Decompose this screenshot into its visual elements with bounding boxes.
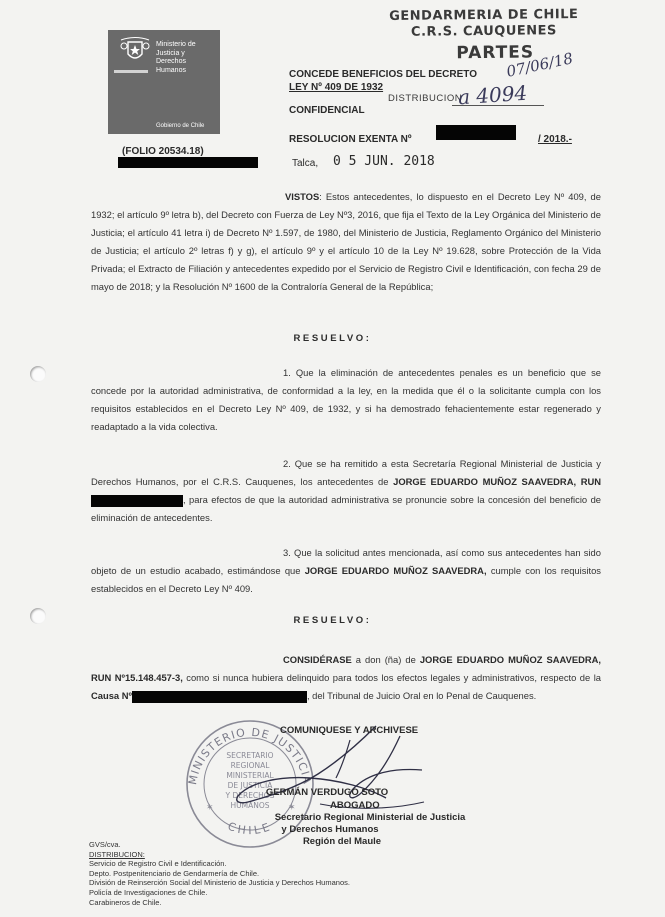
confidencial-label: CONFIDENCIAL (289, 105, 365, 116)
seal-line-1: SECRETARIO (226, 751, 274, 760)
distribution-item: Servicio de Registro Civil e Identificación. (89, 859, 227, 869)
ministry-logo (108, 30, 220, 134)
vistos-paragraph (91, 188, 601, 296)
punch-hole-top (30, 366, 46, 382)
p4-causa: Causa Nº (91, 690, 132, 701)
distribucion-stamp-label: DISTRIBUCION (388, 93, 463, 104)
paragraph-1: 1. Que la eliminación de antecedentes penales es un beneficio que se concede por la autoridad administrativa, de conformidad a la ley, en la medida que él o la solicitante cumpla con los requisitos establecidos en el Decreto Ley Nº 409, de 1932, y si ha demostrado fehacientemente estar regenerado y readaptado a la vida colectiva. (91, 367, 601, 432)
paragraph-2 (91, 455, 601, 527)
logo-line-3: Derechos (156, 58, 186, 65)
seal-line-3: MINISTERIAL (226, 771, 274, 780)
redacted-folio (118, 157, 258, 168)
stamp-line-2: C.R.S. CAUQUENES (410, 23, 557, 40)
signer-name: GERMÁN VERDUGO SOTO (265, 787, 389, 798)
seal-line-6: HUMANOS (230, 801, 270, 810)
p4-name: JORGE EDUARDO MUÑOZ SAAVEDRA, RUN Nº15.148.457-3, (91, 654, 602, 683)
resuelvo-heading-2: RESUELVO: (293, 615, 372, 626)
vistos-label: VISTOS (285, 191, 320, 202)
signer-role-1: Secretario Regional Ministerial de Justicia (274, 812, 466, 823)
p3-name: JORGE EDUARDO MUÑOZ SAAVEDRA, (304, 565, 487, 576)
distribution-item: Carabineros de Chile. (89, 897, 162, 907)
seal-line-4: DE JUSTICIA (227, 781, 273, 790)
distribucion-underline (452, 105, 544, 106)
stamped-date: 0 5 JUN. 2018 (333, 154, 435, 169)
place-label: Talca, (292, 158, 319, 169)
p4-lead: CONSIDÉRASE (283, 654, 352, 665)
p3-text-a: 3. Que la solicitud antes mencionada, así como sus antecedentes han sido objeto de un estudio acabado, estimándose que (91, 547, 601, 576)
signer-role-3: Región del Maule (302, 836, 382, 847)
distribucion-handwritten: a 4094 (457, 80, 528, 110)
stamp-line-3: PARTES (456, 42, 535, 64)
logo-line-2: Justicia y (156, 49, 185, 57)
p4-text-a: a don (ña) de (355, 654, 416, 665)
distribucion-heading: DISTRIBUCION: (89, 849, 145, 859)
resuelvo-heading-1: RESUELVO: (293, 333, 372, 344)
seal-bottom-text: CHILE (225, 819, 275, 838)
p2-text-a: 2. Que se ha remitido a esta Secretaría Regional Ministerial de Justicia y Derechos Humanos, por el C.R.S. Cauquenes, los antecedentes de (91, 458, 601, 487)
p2-name: JORGE EDUARDO MUÑOZ SAAVEDRA, RUN (393, 476, 601, 487)
seal-line-2: REGIONAL (230, 761, 270, 770)
logo-line-1: Ministerio de (156, 41, 196, 48)
comuniquese-line: COMUNIQUESE Y ARCHIVESE (280, 725, 419, 736)
distribution-footer (89, 840, 350, 907)
redacted-resolucion-number (436, 125, 516, 140)
p2-text-b: , para efectos de que la autoridad administrativa se pronuncie sobre la concesión del beneficio de eliminación de antecedentes. (91, 494, 601, 523)
stamp-line-1: GENDARMERIA DE CHILE (389, 7, 579, 24)
seal-ring-text: MINISTERIO DE JUSTICIA (186, 725, 314, 786)
concede-line-2: LEY Nº 409 DE 1932 (289, 82, 384, 93)
distribution-item: Policía de Investigaciones de Chile. (89, 887, 208, 897)
redacted-causa (132, 691, 307, 703)
coat-of-arms-icon (118, 36, 152, 66)
redacted-run (91, 495, 183, 507)
paragraph-4 (91, 651, 601, 705)
resolucion-label: RESOLUCION EXENTA Nº (289, 134, 412, 145)
seal-star-right-icon: ✶ (288, 802, 296, 812)
logo-line-4: Humanos (156, 66, 186, 74)
initials: GVS/cva. (89, 840, 121, 849)
resolucion-year: / 2018.- (538, 134, 572, 145)
vistos-text: : Estos antecedentes, lo dispuesto en el Decreto Ley Nº 409, de 1932; el artículo 9º letra b), del Decreto con Fuerza de Ley Nº3, 2016, que fija el Texto de la Ley Orgánica del Ministerio de Justicia; el artículo 41 letra i) de Decreto Nº 1.597, de 1980, del Ministerio de Justicia, Reglamento Orgánico del Ministerio de Justicia; el artículo 2º letras f) y g), el artículo 9º y el artículo 10 de la Ley Nº 19.628, sobre Protección de la Vida Privada; el Extracto de Filiación y antecedentes expedido por el Servicio de Registro Civil e Identificación, con fecha 29 de mayo de 2018; y la Resolución Nº 1600 de la Contraloría General de la República; (91, 191, 601, 292)
concede-line-1: CONCEDE BENEFICIOS DEL DECRETO (289, 69, 477, 80)
seal-star-left-icon: ✶ (206, 802, 214, 812)
p3-text-b: cumple con los requisitos establecidos en el Decreto Ley Nº 409. (91, 565, 601, 594)
p4-text-c: , del Tribunal de Juicio Oral en lo Penal de Cauquenes. (306, 690, 537, 701)
distribution-item: Depto. Postpenitenciario de Gendarmería de Chile. (89, 868, 260, 878)
handwritten-date: 07/06/18 (504, 49, 575, 81)
signer-title: ABOGADO (330, 800, 380, 811)
p4-text-b: como si nunca hubiera delinquido para todos los efectos legales y administrativos, respecto de la (186, 672, 601, 683)
punch-hole-bottom (30, 608, 46, 624)
folio-number: (FOLIO 20534.18) (122, 146, 204, 157)
logo-gobierno: Gobierno de Chile (156, 123, 205, 129)
distribution-item: División de Reinserción Social del Ministerio de Justicia y Derechos Humanos. (89, 878, 350, 888)
logo-ministry-name (156, 41, 196, 75)
paragraph-3 (91, 544, 601, 598)
signer-role-2: y Derechos Humanos (281, 824, 379, 835)
seal-line-5: Y DERECHOS (225, 791, 275, 800)
logo-stripe (114, 70, 148, 73)
